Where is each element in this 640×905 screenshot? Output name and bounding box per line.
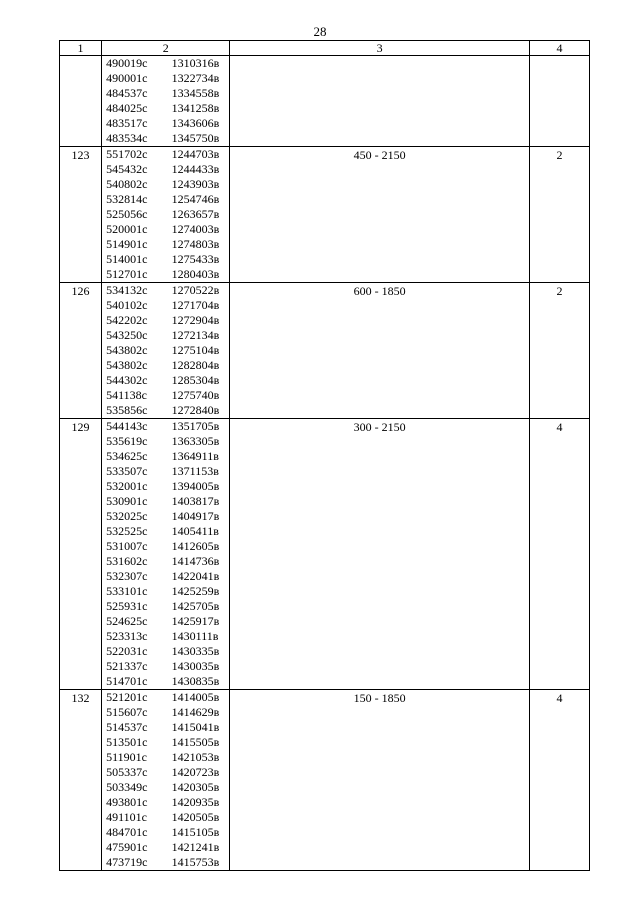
coordinate-pair [102, 810, 229, 825]
latitude: 520001с [106, 222, 148, 236]
header-col-2: 2 [102, 41, 230, 56]
coordinate-pair [102, 705, 229, 720]
coordinate-pair [102, 313, 229, 328]
longitude: 1415041в [171, 720, 220, 734]
coordinate-pair [102, 222, 229, 237]
coordinate-pair [102, 449, 229, 464]
latitude: 544302с [106, 373, 148, 387]
longitude: 1425259в [171, 584, 220, 598]
coordinate-pair [102, 840, 229, 855]
latitude: 493801с [106, 795, 148, 809]
latitude: 490019с [106, 56, 148, 70]
longitude: 1421053в [171, 750, 220, 764]
latitude: 532025с [106, 509, 148, 523]
row-number-cell [60, 690, 102, 871]
depth-range [230, 57, 529, 72]
depth-range-cell [230, 419, 530, 690]
longitude: 1282804в [171, 358, 220, 372]
row-number-cell [60, 56, 102, 147]
longitude: 1425917в [171, 614, 220, 628]
table-row [60, 283, 590, 419]
coordinate-pair [102, 192, 229, 207]
depth-range: 450 - 2150 [353, 148, 406, 162]
longitude: 1420723в [171, 765, 220, 779]
coordinate-pair [102, 162, 229, 177]
longitude: 1394005в [171, 479, 220, 493]
coordinate-pair [102, 584, 229, 599]
coordinate-pair [102, 388, 229, 403]
latitude: 525931с [106, 599, 148, 613]
longitude: 1280403в [171, 267, 220, 281]
coordinate-pair [102, 434, 229, 449]
longitude: 1254746в [171, 192, 220, 206]
coordinate-pair [102, 358, 229, 373]
category-cell [529, 690, 589, 871]
longitude: 1334558в [171, 86, 220, 100]
coordinate-pair [102, 539, 229, 554]
latitude: 513501с [106, 735, 148, 749]
table-body [60, 41, 590, 871]
longitude: 1403817в [171, 494, 220, 508]
depth-range: 150 - 1850 [353, 691, 406, 705]
latitude: 521201с [106, 690, 148, 704]
depth-range-cell [230, 690, 530, 871]
longitude: 1275433в [171, 252, 220, 266]
latitude: 514001с [106, 252, 148, 266]
depth-range: 300 - 2150 [353, 420, 406, 434]
coordinate-pair [102, 629, 229, 644]
latitude: 535619с [106, 434, 148, 448]
longitude: 1363305в [171, 434, 220, 448]
coordinates-cell [102, 283, 230, 419]
latitude: 514701с [106, 674, 148, 688]
coordinate-pair [102, 131, 229, 146]
category-value [530, 57, 589, 72]
row-number: 123 [71, 148, 90, 162]
header-col-4: 4 [529, 41, 589, 56]
longitude: 1430111в [171, 629, 219, 643]
latitude: 515607с [106, 705, 148, 719]
row-number-cell [60, 283, 102, 419]
longitude: 1430035в [171, 659, 220, 673]
latitude: 484537с [106, 86, 148, 100]
coordinate-pair [102, 298, 229, 313]
latitude: 534132с [106, 283, 148, 297]
longitude: 1414736в [171, 554, 220, 568]
latitude: 545432с [106, 162, 148, 176]
longitude: 1414629в [171, 705, 220, 719]
latitude: 534625с [106, 449, 148, 463]
coordinates-cell [102, 419, 230, 690]
longitude: 1415105в [171, 825, 220, 839]
coordinate-pair [102, 328, 229, 343]
longitude: 1430335в [171, 644, 220, 658]
row-number-cell [60, 419, 102, 690]
coordinates-table [59, 40, 590, 871]
category-value: 4 [556, 691, 563, 705]
coordinate-pair [102, 765, 229, 780]
longitude: 1420505в [171, 810, 220, 824]
latitude: 532001с [106, 479, 148, 493]
latitude: 491101с [106, 810, 147, 824]
coordinate-pair [102, 207, 229, 222]
coordinate-pair [102, 177, 229, 192]
latitude: 483517с [106, 116, 148, 130]
coordinate-pair [102, 147, 229, 162]
latitude: 523313с [106, 629, 148, 643]
category-cell [529, 283, 589, 419]
longitude: 1271704в [171, 298, 220, 312]
longitude: 1244703в [171, 147, 220, 161]
page-number: 28 [313, 24, 327, 39]
longitude: 1420305в [171, 780, 220, 794]
coordinate-pair [102, 343, 229, 358]
coordinate-pair [102, 116, 229, 131]
category-cell [529, 419, 589, 690]
coordinate-pair [102, 780, 229, 795]
longitude: 1263657в [171, 207, 220, 221]
latitude: 540102с [106, 298, 148, 312]
longitude: 1275740в [171, 388, 220, 402]
depth-range-cell [230, 283, 530, 419]
coordinate-pair [102, 101, 229, 116]
latitude: 484701с [106, 825, 148, 839]
category-value: 2 [556, 148, 563, 162]
longitude: 1310316в [171, 56, 220, 70]
coordinate-pair [102, 464, 229, 479]
row-number-cell [60, 147, 102, 283]
coordinate-pair [102, 403, 229, 418]
coordinate-pair [102, 479, 229, 494]
longitude: 1341258в [171, 101, 220, 115]
coordinate-pair [102, 674, 229, 689]
coordinate-pair [102, 599, 229, 614]
longitude: 1421241в [171, 840, 220, 854]
coordinate-pair [102, 267, 229, 282]
category-cell [529, 147, 589, 283]
longitude: 1244433в [171, 162, 220, 176]
coordinate-pair [102, 855, 229, 870]
table-row [60, 419, 590, 690]
longitude: 1343606в [171, 116, 220, 130]
coordinate-pair [102, 419, 229, 434]
depth-range: 600 - 1850 [353, 284, 406, 298]
longitude: 1430835в [171, 674, 220, 688]
coordinate-pair [102, 283, 229, 298]
longitude: 1415505в [171, 735, 220, 749]
latitude: 473719с [106, 855, 148, 869]
latitude: 514537с [106, 720, 148, 734]
coordinate-pair [102, 237, 229, 252]
longitude: 1405411в [171, 524, 219, 538]
latitude: 542202с [106, 313, 148, 327]
table-row [60, 690, 590, 871]
latitude: 512701с [106, 267, 148, 281]
table-row [60, 56, 590, 147]
latitude: 533507с [106, 464, 148, 478]
coordinate-pair [102, 509, 229, 524]
latitude: 475901с [106, 840, 148, 854]
latitude: 484025с [106, 101, 148, 115]
coordinate-pair [102, 524, 229, 539]
coordinate-pair [102, 795, 229, 810]
longitude: 1274803в [171, 237, 220, 251]
row-number: 126 [71, 284, 90, 298]
longitude: 1272904в [171, 313, 220, 327]
longitude: 1351705в [171, 419, 220, 433]
latitude: 540802с [106, 177, 148, 191]
longitude: 1422041в [171, 569, 220, 583]
latitude: 532814с [106, 192, 148, 206]
latitude: 524625с [106, 614, 148, 628]
latitude: 525056с [106, 207, 148, 221]
row-number [60, 57, 101, 72]
coordinate-pair [102, 554, 229, 569]
depth-range-cell [230, 147, 530, 283]
row-number: 129 [71, 420, 90, 434]
latitude: 530901с [106, 494, 148, 508]
longitude: 1371153в [171, 464, 219, 478]
longitude: 1345750в [171, 131, 220, 145]
longitude: 1414005в [171, 690, 220, 704]
coordinate-pair [102, 614, 229, 629]
header-row [60, 41, 590, 56]
category-cell [529, 56, 589, 147]
coordinate-pair [102, 644, 229, 659]
longitude: 1404917в [171, 509, 220, 523]
coordinate-pair [102, 569, 229, 584]
longitude: 1285304в [171, 373, 220, 387]
latitude: 531007с [106, 539, 148, 553]
table-row [60, 147, 590, 283]
coordinate-pair [102, 659, 229, 674]
latitude: 543802с [106, 358, 148, 372]
latitude: 483534с [106, 131, 148, 145]
longitude: 1364911в [171, 449, 219, 463]
coordinate-pair [102, 750, 229, 765]
longitude: 1415753в [171, 855, 220, 869]
latitude: 490001с [106, 71, 148, 85]
category-value: 4 [556, 420, 563, 434]
coordinate-pair [102, 71, 229, 86]
header-col-3: 3 [230, 41, 530, 56]
coordinate-pair [102, 494, 229, 509]
coordinate-pair [102, 690, 229, 705]
depth-range-cell [230, 56, 530, 147]
latitude: 522031с [106, 644, 148, 658]
longitude: 1270522в [171, 283, 220, 297]
longitude: 1243903в [171, 177, 220, 191]
coordinate-pair [102, 720, 229, 735]
coordinate-pair [102, 825, 229, 840]
coordinate-pair [102, 252, 229, 267]
latitude: 543250с [106, 328, 148, 342]
latitude: 551702с [106, 147, 148, 161]
longitude: 1322734в [171, 71, 220, 85]
latitude: 543802с [106, 343, 148, 357]
longitude: 1412605в [171, 539, 220, 553]
latitude: 511901с [106, 750, 147, 764]
row-number: 132 [71, 691, 90, 705]
latitude: 531602с [106, 554, 148, 568]
coordinates-cell [102, 690, 230, 871]
latitude: 544143с [106, 419, 148, 433]
latitude: 503349с [106, 780, 148, 794]
latitude: 532307с [106, 569, 148, 583]
coordinates-cell [102, 147, 230, 283]
latitude: 533101с [106, 584, 148, 598]
longitude: 1420935в [171, 795, 220, 809]
coordinates-cell [102, 56, 230, 147]
coordinate-pair [102, 86, 229, 101]
longitude: 1272840в [171, 403, 220, 417]
coordinate-pair [102, 735, 229, 750]
latitude: 532525с [106, 524, 148, 538]
longitude: 1272134в [171, 328, 220, 342]
coordinate-pair [102, 373, 229, 388]
latitude: 505337с [106, 765, 148, 779]
longitude: 1274003в [171, 222, 220, 236]
latitude: 535856с [106, 403, 148, 417]
latitude: 514901с [106, 237, 148, 251]
longitude: 1275104в [171, 343, 220, 357]
latitude: 521337с [106, 659, 148, 673]
category-value: 2 [556, 284, 563, 298]
header-col-1: 1 [60, 41, 102, 56]
coordinate-pair [102, 56, 229, 71]
latitude: 541138с [106, 388, 147, 402]
longitude: 1425705в [171, 599, 220, 613]
